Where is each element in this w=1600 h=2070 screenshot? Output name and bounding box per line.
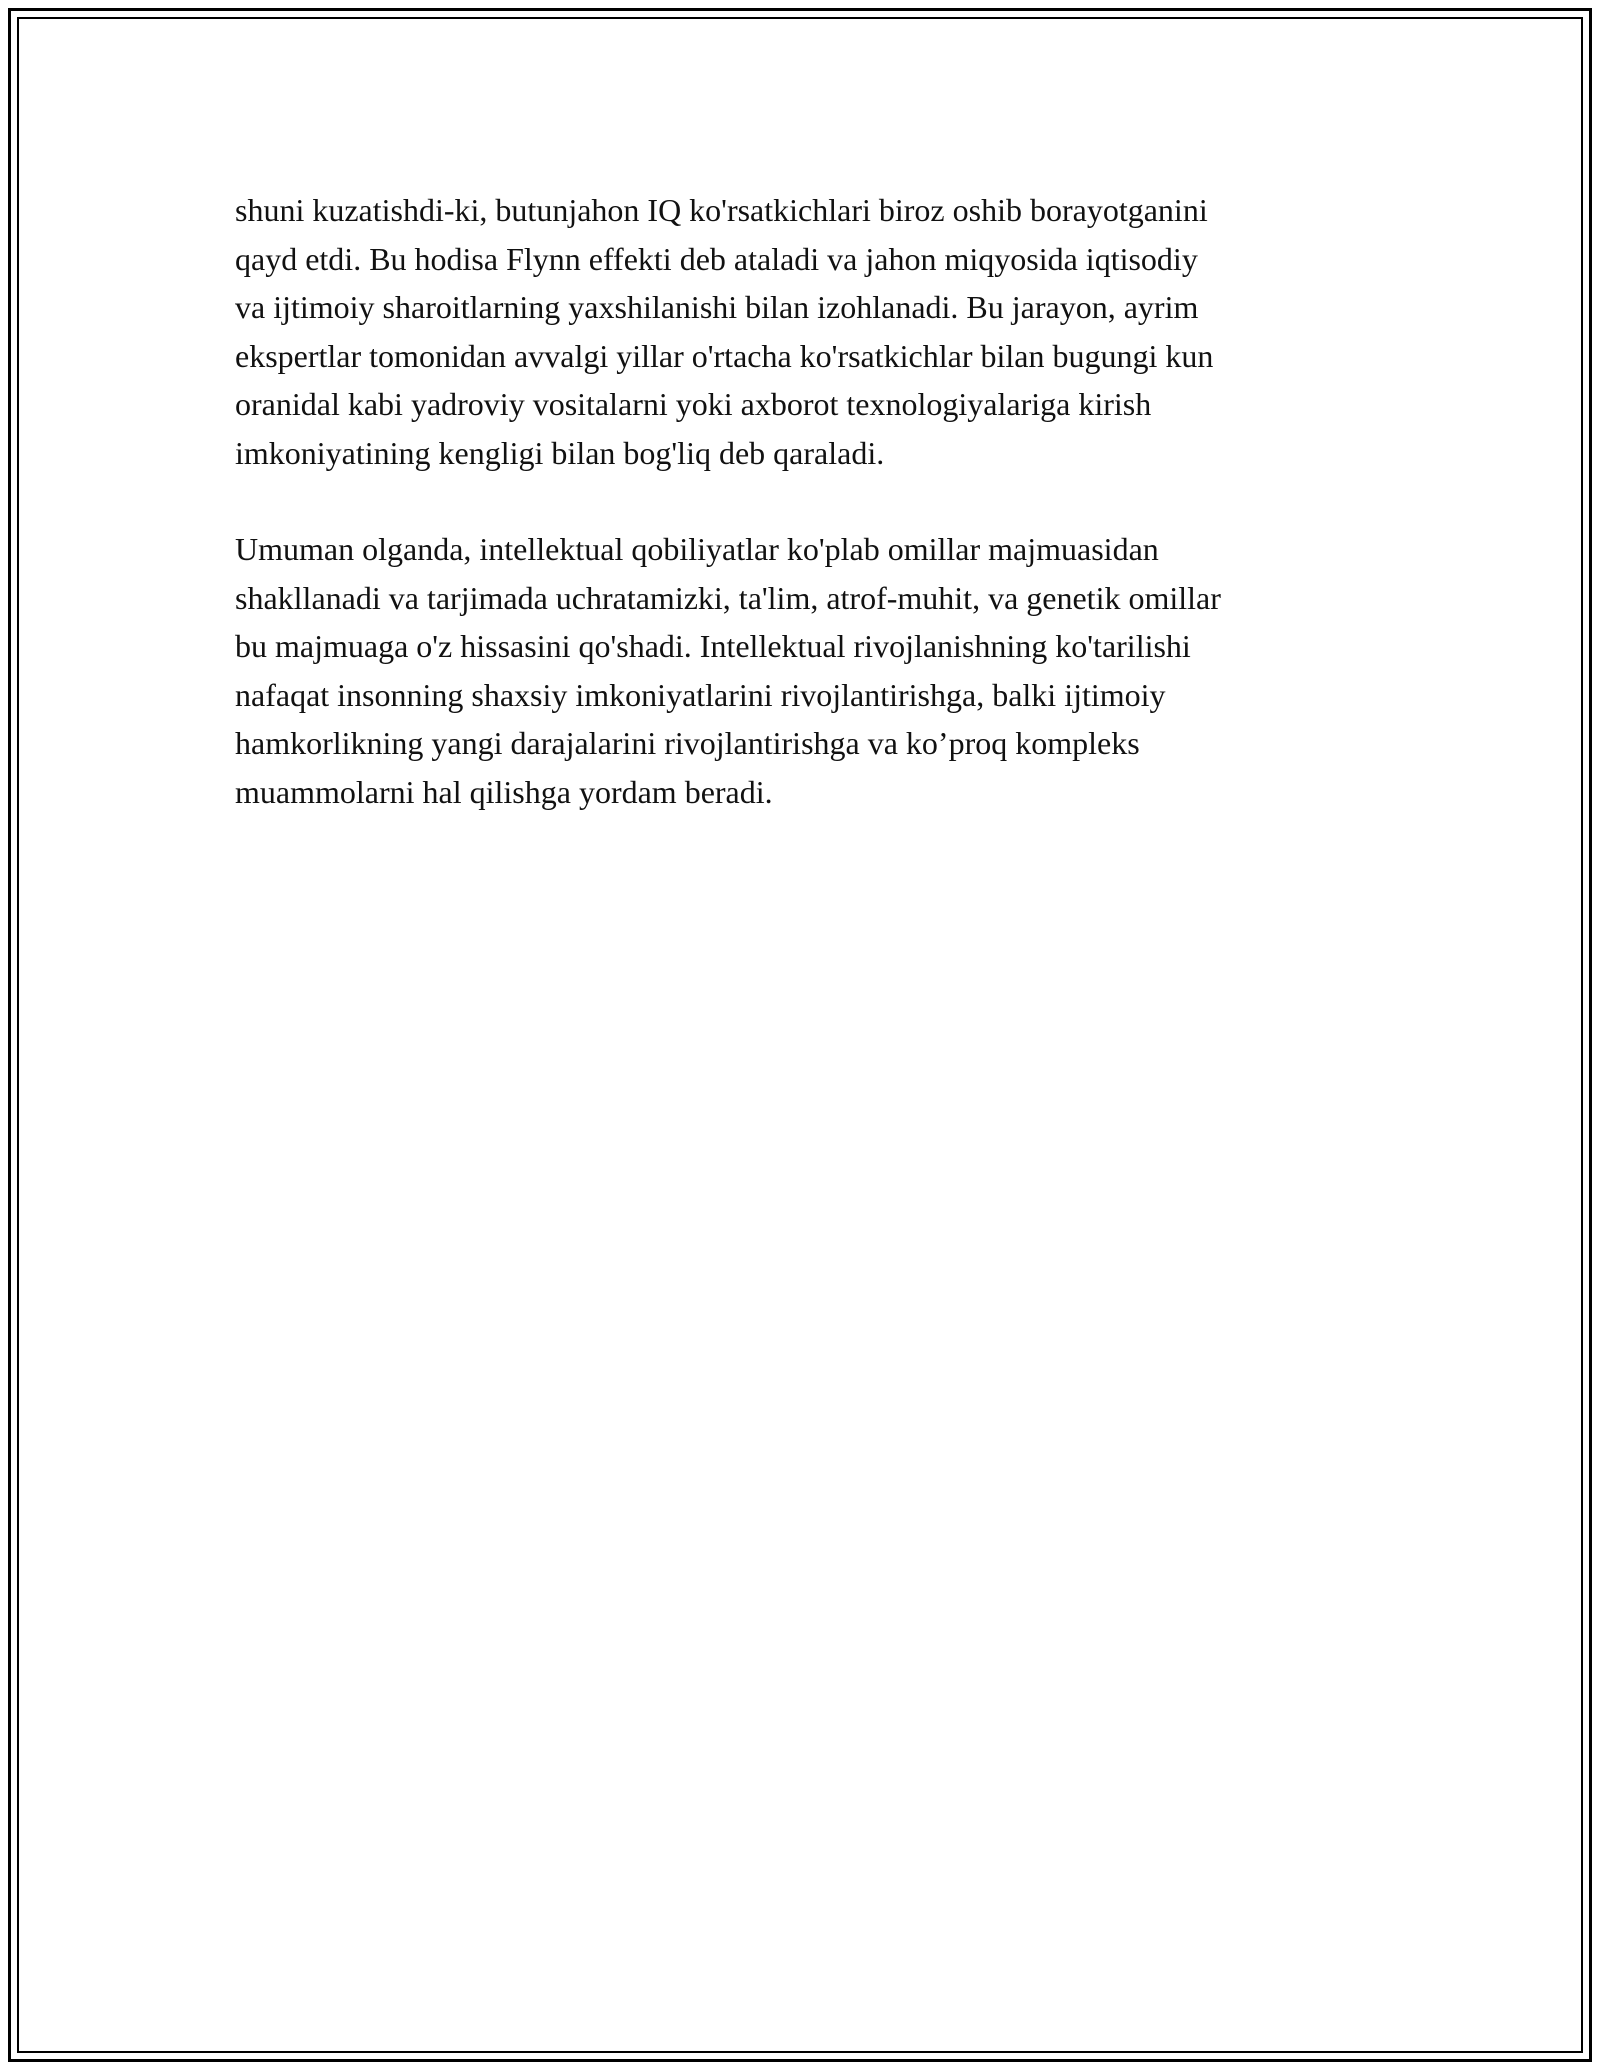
text-line: shuni kuzatishdi-ki, butunjahon IQ ko'rsatkichlari biroz oshib borayotganini xyxy=(235,192,1208,228)
text-line: ekspertlar tomonidan avvalgi yillar o'rtacha ko'rsatkichlar bilan bugungi kun xyxy=(235,337,1214,374)
text-line: muammolarni hal qilishga yordam beradi. xyxy=(235,773,773,810)
text-line: shakllanadi va tarjimada uchratamizki, ta'lim, atrof-muhit, va genetik omillar xyxy=(235,579,1221,616)
page-body xyxy=(235,186,1375,864)
paragraph-flynn-effect xyxy=(235,186,1375,477)
text-line: hamkorlikning yangi darajalarini rivojlantirishga va ko’proq kompleks xyxy=(235,725,1140,761)
text-line: qayd etdi. Bu hodisa Flynn effekti deb ataladi va jahon miqyosida iqtisodiy xyxy=(235,240,1198,277)
text-line: imkoniyatining kengligi bilan bog'liq deb qaraladi. xyxy=(235,434,885,471)
text-line: nafaqat insonning shaxsiy imkoniyatlarini rivojlantirishga, balki ijtimoiy xyxy=(235,676,1166,713)
text-line: va ijtimoiy sharoitlarning yaxshilanishi bilan izohlanadi. Bu jarayon, ayrim xyxy=(235,289,1199,325)
text-line: Umuman olganda, intellektual qobiliyatlar ko'plab omillar majmuasidan xyxy=(235,531,1159,567)
text-line: oranidal kabi yadroviy vositalarni yoki axborot texnologiyalariga kirish xyxy=(235,386,1152,422)
paragraph-conclusion xyxy=(235,525,1375,816)
text-line: bu majmuaga o'z hissasini qo'shadi. Intellektual rivojlanishning ko'tarilishi xyxy=(235,628,1191,664)
